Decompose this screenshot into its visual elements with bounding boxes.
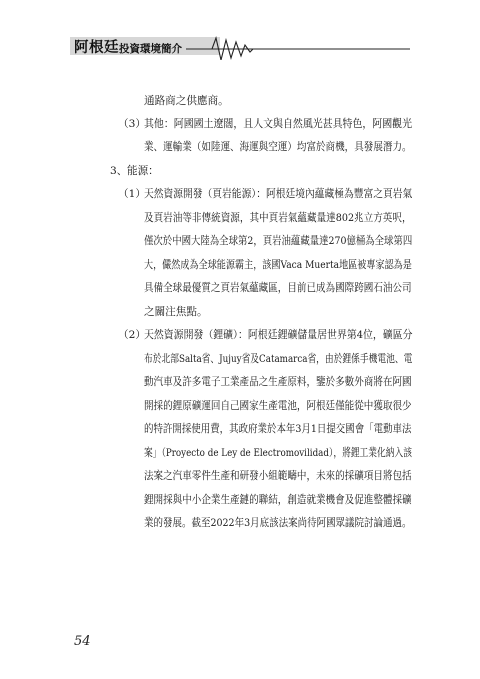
sub-item-2-line-7: 法案之汽車零件生產和研發小組範疇中，未來的採礦項目將包括 [144, 470, 412, 482]
section-3-title: 能源： [127, 165, 159, 177]
sub-item-2-line-8: 鋰開採與中小企業生產鏈的聯結，創造就業機會及促進整體採礦 [144, 494, 412, 506]
sub-item-1-number: （1） [118, 188, 146, 200]
item-3-line-1: 其他：阿國國土遼闊，且人文與自然風光甚具特色，阿國觀光 [144, 118, 413, 130]
sub-item-2-line-5: 的特許開採使用費，其政府業於本年3月1日提交國會「電動車法 [144, 423, 412, 435]
sub-item-2-line-1: 天然資源開發（鋰礦）：阿根廷鋰礦儲量居世界第4位，礦區分 [144, 329, 413, 341]
section-3-number: 3、 [110, 165, 128, 177]
sub-item-1-line-4: 大，儼然成為全球能源霸主，該國Vaca Muerta地區被專家認為是 [144, 259, 412, 271]
sub-item-1-line-1: 天然資源開發（頁岩能源）：阿根廷境內蘊藏極為豐富之頁岩氣 [144, 188, 413, 200]
sub-item-2-line-4: 開採的鋰原礦運回自己國家生產電池，阿根廷僅能從中獲取很少 [144, 400, 412, 412]
sub-item-1-line-3: 僅次於中國大陸為全球第2，頁岩油蘊藏量達270億桶為全球第四 [144, 235, 413, 247]
header-title-subtitle: 投資環境簡介 [119, 43, 182, 55]
continuation-line: 通路商之供應商。 [144, 95, 229, 107]
sub-item-2-line-9: 業的發展。截至2022年3月底該法案尚待阿國眾議院討論通過。 [144, 517, 412, 529]
item-3-number: （3） [118, 118, 146, 130]
sub-item-2-line-3: 動汽車及許多電子工業產品之生產原料，鑒於多數外商將在阿國 [144, 376, 412, 388]
item-3-line-2: 業、運輸業（如陸運、海運與空運）均富於商機，具發展潛力。 [144, 141, 412, 153]
header-decoration [0, 0, 480, 60]
sub-item-2-line-6: 案」（Proyecto de Ley de Electromovilidad），將鋰工業化納入該 [144, 447, 413, 459]
running-header [0, 0, 480, 60]
sub-item-2-line-2: 布於北部Salta省、Jujuy省及Catamarca省，由於鋰係手機電池、電 [144, 353, 413, 365]
sub-item-1-line-5: 具備全球最優質之頁岩氣蘊藏區，目前已成為國際跨國石油公司 [144, 282, 412, 294]
header-title-country: 阿根廷 [74, 40, 119, 56]
sub-item-1-line-2: 及頁岩油等非傳統資源，其中頁岩氣蘊藏量達802兆立方英呎， [144, 212, 412, 224]
sub-item-2-number: （2） [118, 329, 146, 341]
sub-item-1-line-6: 之關注焦點。 [144, 306, 208, 318]
header-title [74, 39, 182, 57]
page-number: 54 [74, 634, 91, 649]
